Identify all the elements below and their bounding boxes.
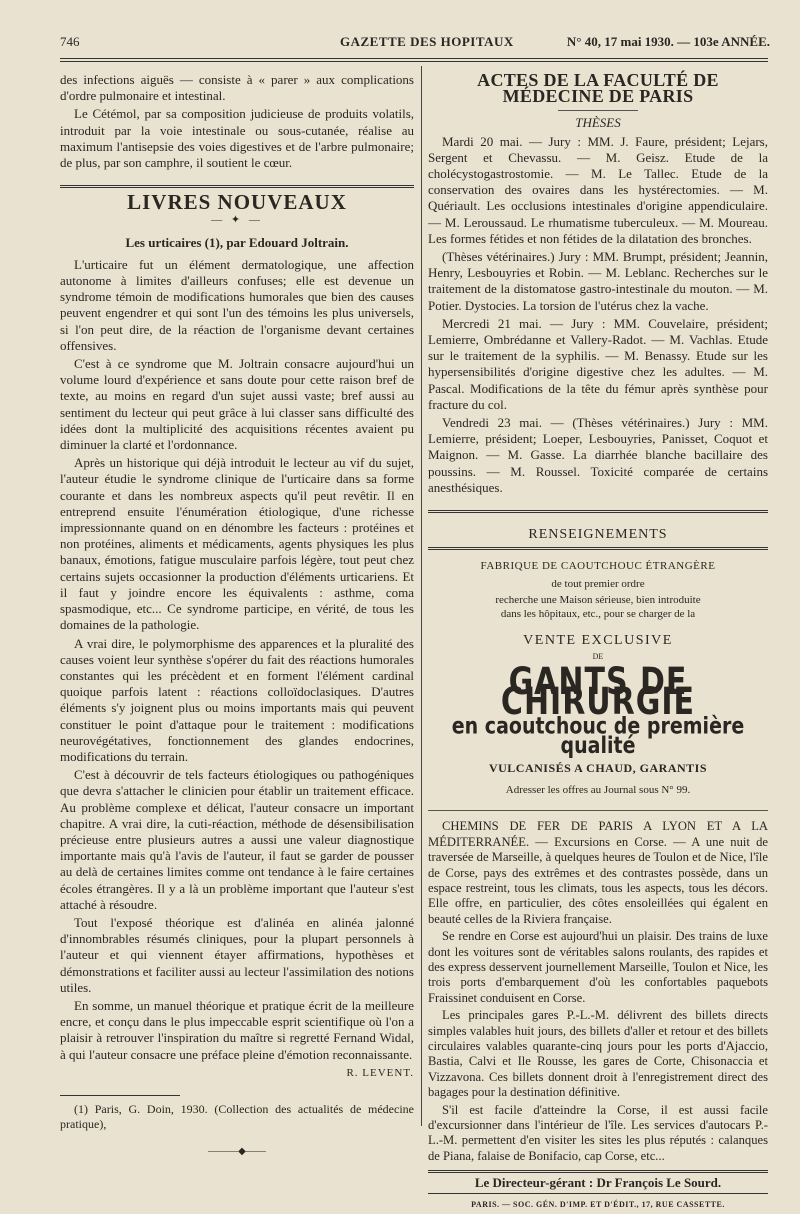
ad-headline: GANTS DE CHIRURGIE <box>500 660 696 725</box>
intro-paragraph: Le Cétémol, par sa composition judicieuse de produits volatils, introduit par la voie intestinale ou sous-cutanée, réalise au maximum l'antisepsie des voies digestives et de l'arbre pulmonaire; de plus, par son camphre, il soutient le cœur. <box>60 106 414 171</box>
flourish-ornament: — ✦ — <box>211 214 263 227</box>
review-paragraph: Tout l'exposé théorique est d'alinéa en alinéa jalonné d'innombrables résumés cliniques, pour la plupart personnels à l'auteur et qui viennent étayer affirmations, hypothèses et démonstrations et faciliter aussi au lecteur l'assimilation des notions utiles. <box>60 914 414 995</box>
section-rule <box>428 547 768 550</box>
renseignements-title: RENSEIGNEMENTS <box>528 527 668 543</box>
page-number: 746 <box>60 34 80 49</box>
ad-subheadline: en caoutchouc de première qualité <box>451 712 745 759</box>
ad-line: FABRIQUE DE CAOUTCHOUC ÉTRANGÈRE <box>480 560 716 573</box>
railway-paragraph: S'il est facile d'atteindre la Corse, il est aussi facile d'excursionner dans l'intérieur de l'île. Les services d'autocars P.-L.-M. permettent d'en visiter les sites les plus réputés : calanques de Piana, falaise de Bonifacio, cap Corse, etc... <box>428 1102 768 1163</box>
review-paragraph: C'est à découvrir de tels facteurs étiologiques ou pathogéniques que devra s'attacher le clinicien pour établir un traitement efficace. Au problème complexe et délicat, l'auteur consacre un important chapitre. A vrai dire, la cuti-réaction, méthode de désensibilisation précieuse entre plusieurs autres a aussi une valeur diagnostique importante mais qu'à l'avis de l'auteur, il faut se garder de pousser au delà de certaines limites comme ont tendance à le faire certaines écoles étrangères. Il y a là un problème important que l'auteur s'est attaché à résoudre. <box>60 767 414 912</box>
footnote-rule <box>60 1095 180 1096</box>
faculty-acts-title: ACTES DE LA FACULTÉ DE MÉDECINE DE PARIS <box>477 70 719 107</box>
review-paragraph: L'urticaire fut un élément dermatologique, une affection autonome à limites d'ailleurs confuses; elle est devenue un syndrome témoin de modifications humorales que bien des causes peuvent engendrer et qui sont l'un des témoins les plus universels, si l'on peut dire, de la réaction de l'organisme devant certaines offensives. <box>60 256 414 353</box>
theses-entry: Vendredi 23 mai. — (Thèses vétérinaires.) Jury : MM. Lemierre, président; Loeper, Lesbouyries, Panisset, Coquot et Maignon. — M. Gasse. La diarrhée blanche bacillaire des poussins. — M. Roussel. Toxicité comparée de certains anesthésiques. <box>428 415 768 495</box>
issue-info: N° 40, 17 mai 1930. — 103e ANNÉE. <box>566 34 770 49</box>
ad-address: Adresser les offres au Journal sous N° 99. <box>505 784 691 797</box>
journal-title: GAZETTE DES HOPITAUX <box>340 34 514 49</box>
review-paragraph: En somme, un manuel théorique et pratique écrit de la meilleure encre, et conçu dans le plus impeccable esprit scientifique où l'on a plaisir à retrouver l'inspiration du maître si regretté Fernand Widal, à qui l'auteur consacre une préface pleine d'émotion reconnaissante. <box>60 997 414 1062</box>
railway-paragraph: Les principales gares P.-L.-M. délivrent des billets directs simples valables huit jours, des billets d'aller et retour et des billets circulaires valables quarante-cinq jours pour les ports d'Ajaccio, Bastia, Calvi et Ile Rousse, les gares de Corte, Chisonaccia et Vizzavona. Ces billets donnent droit à l'enregistrement direct des bagages pour la destination définitive. <box>428 1008 768 1100</box>
railway-paragraph: Se rendre en Corse est aujourd'hui un plaisir. Des trains de luxe dont les voitures sont de véritables salons roulants, des rapides et des express desservent journellement Marseille, Toulon et Nice, les trois ports d'embarquement d'où les confortables paquebots Fraissinet conduisent en Corse. <box>428 929 768 1005</box>
section-rule <box>428 510 768 513</box>
ad-de: DE <box>592 651 604 661</box>
directeur-gerant: Le Directeur-gérant : Dr François Le Sourd. <box>428 1170 768 1194</box>
theses-label: THÈSES <box>575 115 621 131</box>
end-ornament: ———◆—— <box>208 1145 266 1157</box>
review-title: Les urticaires (1), par Edouard Joltrain. <box>125 234 349 250</box>
column-separator <box>421 66 422 1126</box>
theses-entry: Mercredi 21 mai. — Jury : MM. Couvelaire, président; Lemierre, Ombrédanne et Vallery-Radot. — M. Vachlas. Etude sur le traitement de la syphilis. — M. Benassy. Etude sur les hypersensibilités d'origine digestive chez les adultes. — M. Pascal. Modifications de la tête du fémur après synthèse pour fracture du col. <box>428 315 768 412</box>
left-column <box>60 72 414 1160</box>
section-title: LIVRES NOUVEAUX <box>127 190 347 215</box>
ad-line: dans les hôpitaux, etc., pour se charger de la <box>500 607 696 620</box>
theses-entry: Mardi 20 mai. — Jury : MM. J. Faure, président; Lejars, Sergent et Chevassu. — M. Geisz. Etude de la cholécystogastrostomie. — M. Le Tallec. Etude de la conservation des ovaires dans les hystérectomies. — M. Quériault. Les occlusions intestinales d'origine appendiculaire. — M. Leroussaud. Le rhumatisme tuberculeux. — M. Moureau. Les formes fétides et non fétides de la dilatation des bronches. <box>428 133 768 246</box>
review-paragraph: Après un historique qui déjà introduit le lecteur au vif du sujet, l'auteur étudie le syndrome clinique de l'urticaire dans sa forme courante et dans les nombreux aspects qu'il peut revêtir. Il en entreprend ensuite l'énumération étiologique, d'une richesse impressionnante quand on en dénombre les facteurs : protéines et non protéines, aliments et médicaments, agents physiques les plus banaux, émotions, fatigue musculaire parfois légère, tout peut chez certains sujets occasionner la production d'éléments urticariens. Et il faut y joindre encore les équivalents : asthme, coma spasmodique, etc... Ce syndrome participe, en vérité, de tous les domaines de la pathologie. <box>60 455 414 633</box>
theses-entry: (Thèses vétérinaires.) Jury : MM. Brumpt, président; Jeannin, Henry, Lesbouyries et Robin. — M. Leblanc. Recherches sur le traitement de la distomatose gastro-intestinale du mouton. — M. Potier. Dystocies. La torsion de l'utérus chez la vache. <box>428 249 768 313</box>
ad-line: de tout premier ordre <box>551 578 645 591</box>
printer-imprint: PARIS. — SOC. GÉN. D'IMP. ET D'ÉDIT., 17, RUE CASSETTE. <box>471 1200 725 1210</box>
footnote: (1) Paris, G. Doin, 1930. (Collection des actualités de médecine pratique), <box>60 1101 414 1131</box>
running-header <box>60 34 770 56</box>
header-rule <box>60 58 768 59</box>
ad-vente: VENTE EXCLUSIVE <box>523 632 673 648</box>
glove-advertisement <box>428 558 768 811</box>
title-rule <box>558 110 638 111</box>
header-rule-2 <box>60 61 768 62</box>
review-paragraph: C'est à ce syndrome que M. Joltrain consacre aujourd'hui un volume lourd d'expérience et sans doute pour cette raison bref de texte, au moins en regard d'un sujet aussi vaste; bref aussi au sentiment du lecteur qui peut grâce à lui classer sans difficulté des idées dont la multiplicité des acquisitions récentes avaient pu diminuer la clarté et l'ordonnance. <box>60 356 414 453</box>
ad-line: recherche une Maison sérieuse, bien introduite <box>495 593 701 606</box>
right-column <box>428 72 768 1214</box>
review-signature: R. LEVENT. <box>346 1066 414 1079</box>
review-paragraph: A vrai dire, le polymorphisme des apparences et la pluralité des causes voient leur synthèse s'opérer du fait des réactions humorales constantes qui les précèdent et en forment l'élément cardinal quoique parfois latent : réactions colloïdoclasiques. D'autres éléments s'y joignent plus ou moins importants mais qui peuvent constituer le point d'attaque pour le traitement : modifications neurovégétatives, fonctionnement des glandes endocrines, modifications du terrain. <box>60 635 414 764</box>
railway-paragraph: CHEMINS DE FER DE PARIS A LYON ET A LA MÉDITERRANÉE. — Excursions en Corse. — A une nuit de traversée de Marseille, à quelques heures de Toulon et de Nice, l'île de Corse, pays des extrêmes et des contrastes possède, dans un espace restreint, tous les climats, tous les aspects, tous les décors. Elle offre, en particulier, des côtes ensoleillées qui égalent en beauté celles de la Riviera française. <box>428 819 768 926</box>
ad-guarantee: VULCANISÉS A CHAUD, GARANTIS <box>488 760 708 775</box>
railway-notice <box>428 819 768 1164</box>
intro-paragraph: des infections aiguës — consiste à « parer » aux complications d'ordre pulmonaire et intestinal. <box>60 72 414 104</box>
section-rule <box>60 185 414 188</box>
